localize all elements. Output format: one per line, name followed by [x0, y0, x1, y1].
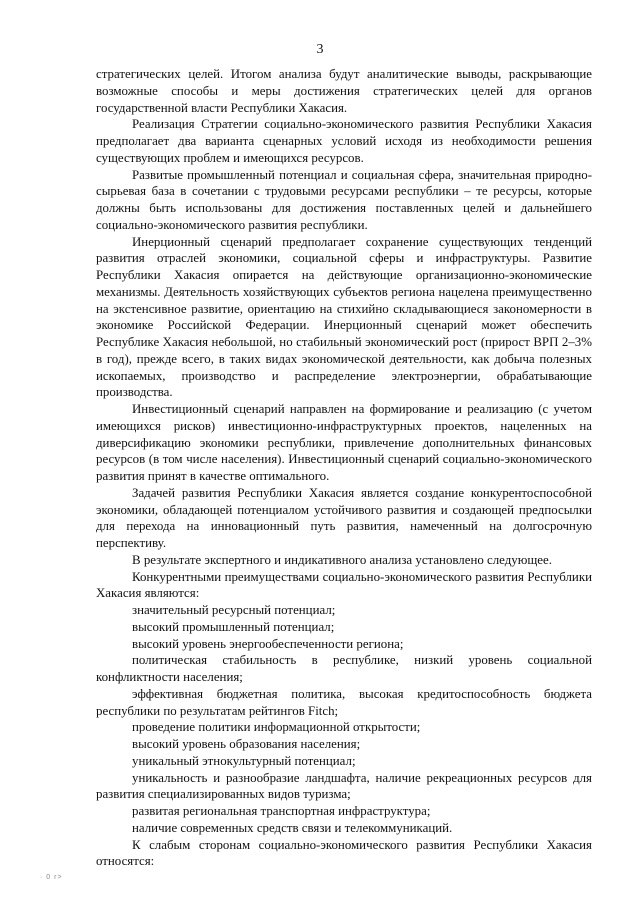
list-item: политическая стабильность в республике, низкий уровень социальной конфликтности населения; — [96, 653, 592, 684]
list-item: развитая региональная транспортная инфраструктура; — [132, 804, 431, 818]
list-item: уникальность и разнообразие ландшафта, наличие рекреационных ресурсов для развития специализированных видов туризма; — [96, 770, 592, 802]
list-item: эффективная бюджетная политика, высокая кредитоспособность бюджета республики по результатам рейтингов Fitch; — [96, 686, 592, 718]
list-item: проведение политики информационной открытости; — [132, 720, 421, 735]
paragraph: стратегических целей. Итогом анализа будут аналитические выводы, раскрывающие возможные способы и меры достижения стратегических целей для органов государственной власти Республики Хакасия. — [96, 67, 592, 115]
paragraph: В результате экспертного и индикативного анализа установлено следующее. — [132, 552, 552, 567]
paragraph: Задачей развития Республики Хакасия является создание конкурентоспособной экономики, обладающей потенциалом устойчивого развития и создающей предпосылки для перехода на инновационный путь развития, намеченный на долгосрочную перспективу. — [96, 485, 592, 550]
list-item: уникальный этнокультурный потенциал; — [132, 753, 356, 768]
paragraph: Развитые промышленный потенциал и социальная сфера, значительная природно-сырьевая база в сочетании с трудовыми ресурсами республики – те ресурсы, которые должны быть использованы для достижения поставленных целей и дальнейшего социально-экономического развития республики. — [96, 167, 592, 232]
page-number: 3 — [316, 42, 324, 57]
list-item: высокий промышленный потенциал; — [132, 619, 335, 634]
paragraph: Инвестиционный сценарий направлен на формирование и реализацию (с учетом имеющихся рисков) инвестиционно-инфраструктурных проектов, нацеленных на диверсификацию экономики республики, привлечение дополнительных финансовых ресурсов (в том числе населения). Инвестиционный сценарий социально-экономического развития принят в качестве оптимального. — [96, 402, 592, 483]
document-body — [96, 66, 592, 870]
paragraph: К слабым сторонам социально-экономического развития Республики Хакасия относятся: — [96, 837, 592, 869]
paragraph: Инерционный сценарий предполагает сохранение существующих тенденций развития отраслей экономики, социальной сферы и инфраструктуры. Развитие Республики Хакасия опирается на действующие организационно-экономические механизмы. Деятельность хозяйствующих субъектов региона нацелена преимущественно на экстенсивное развитие, ориентацию на стихийно складывающиеся закономерности в экономике Российской Федерации. Инерционный сценарий может обеспечить Республике Хакасия небольшой, но стабильный экономический рост (прирост ВРП 2–3% в год), прежде всего, в таких видах экономической деятельности, как добыча полезных ископаемых, производство и распределение электроэнергии, обрабатывающие производства. — [96, 234, 592, 400]
footer-mark: · 0 r> — [40, 874, 63, 881]
list-item: значительный ресурсный потенциал; — [132, 603, 336, 617]
paragraph: Реализация Стратегии социально-экономического развития Республики Хакасия предполагает два варианта сценарных условий исходя из необходимости решения существующих проблем и имеющихся ресурсов. — [96, 117, 592, 165]
list-item: высокий уровень энергообеспеченности региона; — [132, 636, 404, 651]
list-item: высокий уровень образования населения; — [132, 737, 361, 751]
paragraph: Конкурентными преимуществами социально-экономического развития Республики Хакасия являются: — [96, 569, 592, 601]
list-item: наличие современных средств связи и телекоммуникаций. — [132, 820, 453, 835]
